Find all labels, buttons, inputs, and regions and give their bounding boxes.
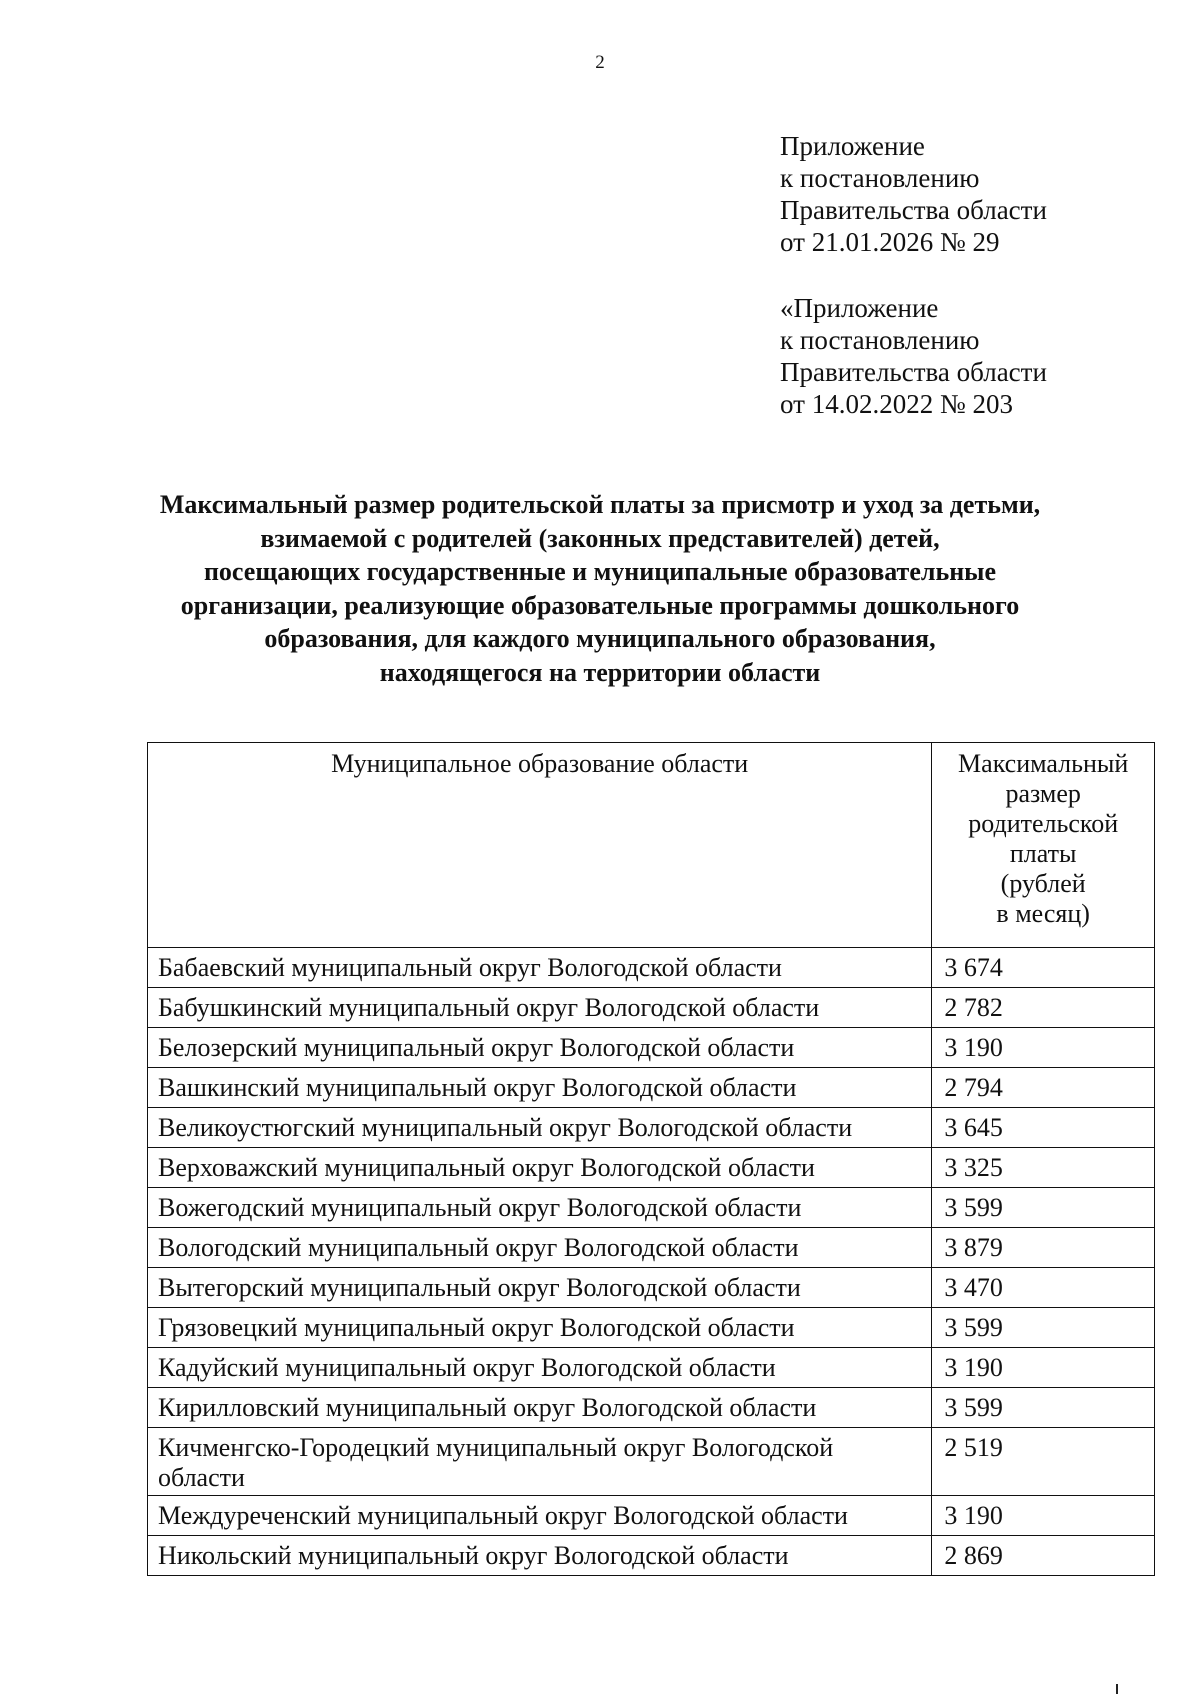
table-row bbox=[148, 1348, 1155, 1388]
fee-cell: 3 470 bbox=[932, 1268, 1155, 1308]
table-row bbox=[148, 1148, 1155, 1188]
header-fee bbox=[932, 743, 1155, 948]
fee-cell: 3 599 bbox=[932, 1388, 1155, 1428]
fee-cell: 2 782 bbox=[932, 988, 1155, 1028]
title-line: взимаемой с родителей (законных представителей) детей, bbox=[260, 523, 940, 553]
header-fee-line: в месяц) bbox=[996, 899, 1090, 928]
fee-cell: 3 599 bbox=[932, 1188, 1155, 1228]
municipality-cell: Кирилловский муниципальный округ Вологодской области bbox=[148, 1388, 932, 1428]
fee-cell: 3 599 bbox=[932, 1308, 1155, 1348]
appendix-previous-block bbox=[780, 292, 1047, 420]
fee-cell: 2 794 bbox=[932, 1068, 1155, 1108]
appendix-current-line: Приложение bbox=[780, 131, 925, 161]
table-row bbox=[148, 1068, 1155, 1108]
table-row bbox=[148, 1188, 1155, 1228]
title-line: находящегося на территории области bbox=[379, 657, 821, 687]
fee-table bbox=[147, 742, 1155, 1576]
appendix-previous-line: Правительства области bbox=[780, 357, 1047, 387]
header-fee-line: Максимальный bbox=[958, 749, 1129, 778]
municipality-cell: Вашкинский муниципальный округ Вологодской области bbox=[148, 1068, 932, 1108]
table-row bbox=[148, 988, 1155, 1028]
municipality-cell: Вытегорский муниципальный округ Вологодской области bbox=[148, 1268, 932, 1308]
header-fee-line: платы bbox=[1009, 839, 1077, 868]
municipality-cell: Белозерский муниципальный округ Вологодской области bbox=[148, 1028, 932, 1068]
municipality-cell: Вологодский муниципальный округ Вологодской области bbox=[148, 1228, 932, 1268]
title-line: организации, реализующие образовательные программы дошкольного bbox=[180, 590, 1020, 620]
municipality-cell: Грязовецкий муниципальный округ Вологодской области bbox=[148, 1308, 932, 1348]
table-row bbox=[148, 1108, 1155, 1148]
fee-cell: 2 869 bbox=[932, 1536, 1155, 1576]
table-row bbox=[148, 1496, 1155, 1536]
fee-cell: 3 190 bbox=[932, 1496, 1155, 1536]
municipality-cell: Междуреченский муниципальный округ Вологодской области bbox=[148, 1496, 932, 1536]
appendix-current-line: от 21.01.2026 № 29 bbox=[780, 227, 1000, 257]
municipality-cell: Бабаевский муниципальный округ Вологодской области bbox=[148, 948, 932, 988]
header-fee-line: размер bbox=[1005, 779, 1081, 808]
municipality-cell: Кадуйский муниципальный округ Вологодской области bbox=[148, 1348, 932, 1388]
appendix-current-line: Правительства области bbox=[780, 195, 1047, 225]
scan-mark bbox=[1116, 1684, 1118, 1694]
table-row bbox=[148, 1388, 1155, 1428]
document-title bbox=[100, 488, 1100, 689]
municipality-cell: Никольский муниципальный округ Вологодской области bbox=[148, 1536, 932, 1576]
title-line: посещающих государственные и муниципальные образовательные bbox=[203, 557, 997, 586]
table-row bbox=[148, 1308, 1155, 1348]
municipality-cell: Великоустюгский муниципальный округ Вологодской области bbox=[148, 1108, 932, 1148]
fee-cell: 3 674 bbox=[932, 948, 1155, 988]
municipality-cell: Верховажский муниципальный округ Вологодской области bbox=[148, 1148, 932, 1188]
fee-cell: 3 879 bbox=[932, 1228, 1155, 1268]
table-row bbox=[148, 1268, 1155, 1308]
table-row bbox=[148, 1028, 1155, 1068]
table-row bbox=[148, 948, 1155, 988]
appendix-previous-line: от 14.02.2022 № 203 bbox=[780, 389, 1013, 419]
fee-cell: 2 519 bbox=[932, 1428, 1155, 1496]
title-line: образования, для каждого муниципального образования, bbox=[264, 624, 936, 653]
header-fee-line: (рублей bbox=[1000, 869, 1086, 898]
table-row bbox=[148, 1228, 1155, 1268]
fee-cell: 3 190 bbox=[932, 1348, 1155, 1388]
municipality-cell: Вожегодский муниципальный округ Вологодской области bbox=[148, 1188, 932, 1228]
appendix-current-line: к постановлению bbox=[780, 163, 980, 193]
page-number: 2 bbox=[595, 52, 605, 73]
title-line: Максимальный размер родительской платы за присмотр и уход за детьми, bbox=[159, 490, 1041, 519]
table-header-row bbox=[148, 743, 1155, 948]
municipality-cell: Бабушкинский муниципальный округ Вологодской области bbox=[148, 988, 932, 1028]
appendix-current-block bbox=[780, 130, 1047, 258]
fee-cell: 3 190 bbox=[932, 1028, 1155, 1068]
appendix-previous-line: «Приложение bbox=[780, 293, 939, 323]
header-fee-line: родительской bbox=[968, 809, 1119, 838]
table-row bbox=[148, 1536, 1155, 1576]
appendix-previous-line: к постановлению bbox=[780, 325, 980, 355]
table-row bbox=[148, 1428, 1155, 1496]
fee-cell: 3 325 bbox=[932, 1148, 1155, 1188]
header-municipality: Муниципальное образование области bbox=[148, 743, 932, 948]
fee-cell: 3 645 bbox=[932, 1108, 1155, 1148]
municipality-cell: Кичменгско-Городецкий муниципальный округ Вологодской области bbox=[148, 1428, 932, 1496]
